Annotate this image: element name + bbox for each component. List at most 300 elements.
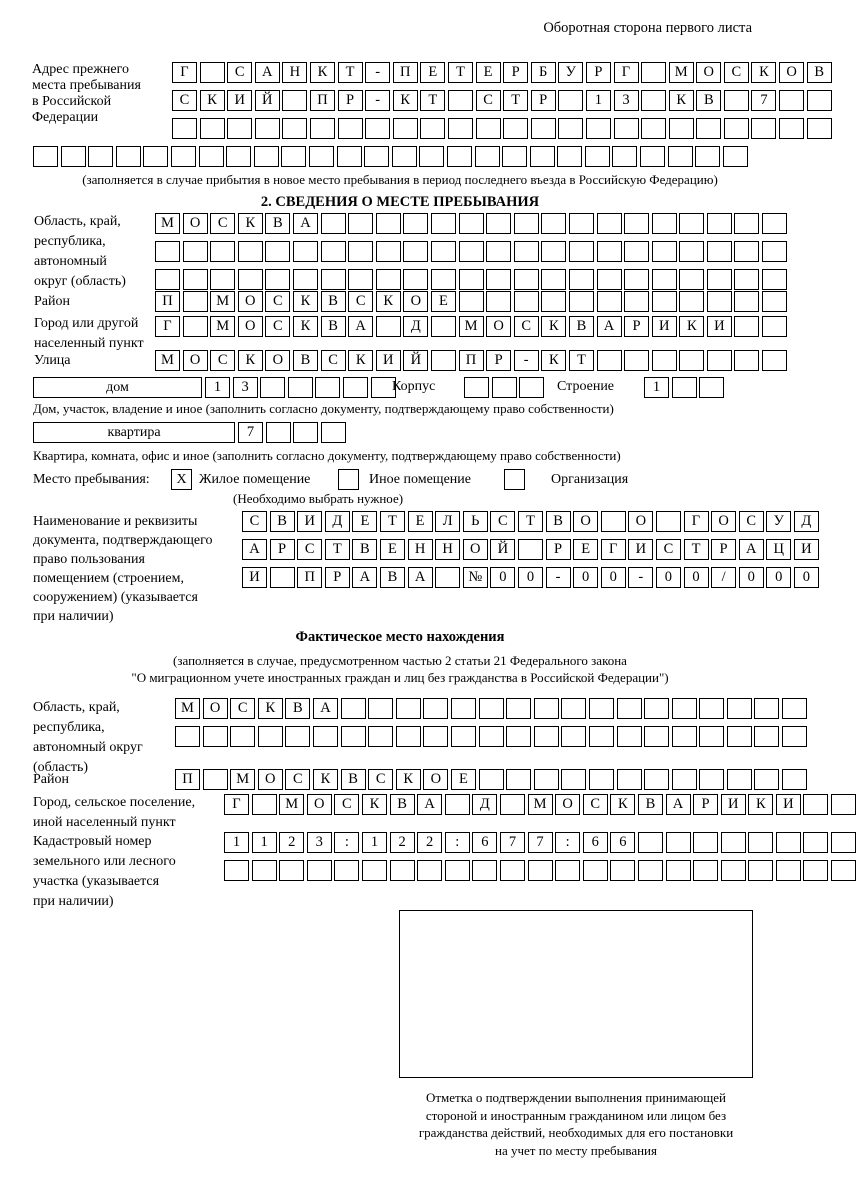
char-box[interactable]: В <box>293 350 318 371</box>
char-box[interactable]: Р <box>693 794 718 815</box>
char-box[interactable] <box>656 511 681 532</box>
char-box[interactable] <box>586 118 611 139</box>
char-box[interactable] <box>779 118 804 139</box>
char-box[interactable]: С <box>476 90 501 111</box>
char-box[interactable]: В <box>341 769 366 790</box>
actual-district-row[interactable] <box>175 769 810 790</box>
char-box[interactable]: Т <box>338 62 363 83</box>
char-box[interactable]: Й <box>490 539 515 560</box>
char-box[interactable]: Р <box>270 539 295 560</box>
char-box[interactable] <box>183 316 208 337</box>
char-box[interactable]: Г <box>155 316 180 337</box>
char-box[interactable]: О <box>628 511 653 532</box>
char-box[interactable]: 3 <box>307 832 332 853</box>
city-row[interactable] <box>155 316 790 337</box>
char-box[interactable] <box>558 90 583 111</box>
char-box[interactable]: - <box>628 567 653 588</box>
char-box[interactable]: Е <box>573 539 598 560</box>
char-box[interactable]: Т <box>569 350 594 371</box>
char-box[interactable] <box>724 118 749 139</box>
char-box[interactable]: Е <box>408 511 433 532</box>
char-box[interactable] <box>309 146 334 167</box>
district-row[interactable] <box>155 291 790 312</box>
char-box[interactable]: Р <box>531 90 556 111</box>
char-box[interactable] <box>528 860 553 881</box>
cadastral-row-2[interactable] <box>224 860 859 881</box>
char-box[interactable] <box>392 146 417 167</box>
char-box[interactable]: Р <box>486 350 511 371</box>
char-box[interactable] <box>447 146 472 167</box>
char-box[interactable] <box>200 62 225 83</box>
char-box[interactable]: Й <box>255 90 280 111</box>
char-box[interactable] <box>476 118 501 139</box>
char-box[interactable] <box>431 350 456 371</box>
char-box[interactable] <box>343 377 368 398</box>
char-box[interactable]: В <box>352 539 377 560</box>
char-box[interactable] <box>754 726 779 747</box>
char-box[interactable] <box>727 769 752 790</box>
char-box[interactable] <box>561 769 586 790</box>
char-box[interactable]: Т <box>325 539 350 560</box>
char-box[interactable]: К <box>238 213 263 234</box>
char-box[interactable] <box>396 726 421 747</box>
char-box[interactable] <box>624 241 649 262</box>
char-box[interactable] <box>210 269 235 290</box>
char-box[interactable] <box>472 860 497 881</box>
actual-region-row-1[interactable] <box>175 698 810 719</box>
char-box[interactable] <box>423 698 448 719</box>
char-box[interactable]: Е <box>476 62 501 83</box>
dom-label-field[interactable]: дом <box>33 377 202 398</box>
char-box[interactable]: В <box>807 62 832 83</box>
char-box[interactable]: Т <box>420 90 445 111</box>
char-box[interactable] <box>403 269 428 290</box>
char-box[interactable] <box>762 269 787 290</box>
char-box[interactable] <box>479 726 504 747</box>
char-box[interactable] <box>431 241 456 262</box>
char-box[interactable] <box>779 90 804 111</box>
checkbox-organization[interactable] <box>504 469 525 490</box>
char-box[interactable] <box>459 213 484 234</box>
char-box[interactable] <box>238 241 263 262</box>
char-box[interactable] <box>423 726 448 747</box>
char-box[interactable]: 0 <box>656 567 681 588</box>
char-box[interactable] <box>597 213 622 234</box>
char-box[interactable] <box>492 377 517 398</box>
char-box[interactable] <box>486 213 511 234</box>
char-box[interactable] <box>723 146 748 167</box>
char-box[interactable]: О <box>238 316 263 337</box>
region-row-2[interactable] <box>155 241 790 262</box>
char-box[interactable] <box>721 860 746 881</box>
char-box[interactable]: К <box>293 291 318 312</box>
char-box[interactable] <box>534 726 559 747</box>
char-box[interactable]: П <box>459 350 484 371</box>
street-row[interactable] <box>155 350 790 371</box>
char-box[interactable] <box>368 726 393 747</box>
char-box[interactable]: С <box>172 90 197 111</box>
char-box[interactable]: Л <box>435 511 460 532</box>
char-box[interactable] <box>569 269 594 290</box>
char-box[interactable]: 1 <box>224 832 249 853</box>
region-row-1[interactable] <box>155 213 790 234</box>
char-box[interactable]: К <box>669 90 694 111</box>
char-box[interactable]: 7 <box>751 90 776 111</box>
char-box[interactable] <box>252 794 277 815</box>
char-box[interactable]: С <box>656 539 681 560</box>
char-box[interactable]: А <box>417 794 442 815</box>
char-box[interactable] <box>776 832 801 853</box>
char-box[interactable]: С <box>514 316 539 337</box>
char-box[interactable] <box>464 377 489 398</box>
char-box[interactable] <box>321 213 346 234</box>
char-box[interactable] <box>321 422 346 443</box>
char-box[interactable] <box>831 794 856 815</box>
char-box[interactable]: А <box>408 567 433 588</box>
char-box[interactable] <box>171 146 196 167</box>
char-box[interactable]: В <box>546 511 571 532</box>
char-box[interactable] <box>754 698 779 719</box>
char-box[interactable] <box>782 726 807 747</box>
char-box[interactable] <box>310 118 335 139</box>
char-box[interactable]: Н <box>408 539 433 560</box>
char-box[interactable]: К <box>238 350 263 371</box>
prev-address-row-3[interactable] <box>172 118 834 139</box>
char-box[interactable] <box>666 860 691 881</box>
char-box[interactable] <box>617 726 642 747</box>
char-box[interactable]: К <box>310 62 335 83</box>
char-box[interactable] <box>652 269 677 290</box>
char-box[interactable] <box>155 269 180 290</box>
char-box[interactable]: К <box>313 769 338 790</box>
prev-address-row-1[interactable] <box>172 62 834 83</box>
char-box[interactable] <box>315 377 340 398</box>
char-box[interactable] <box>390 860 415 881</box>
char-box[interactable]: М <box>175 698 200 719</box>
char-box[interactable]: Н <box>282 62 307 83</box>
char-box[interactable] <box>541 269 566 290</box>
char-box[interactable] <box>362 860 387 881</box>
char-box[interactable] <box>227 118 252 139</box>
char-box[interactable]: К <box>541 350 566 371</box>
char-box[interactable]: В <box>569 316 594 337</box>
char-box[interactable] <box>403 241 428 262</box>
char-box[interactable]: Е <box>380 539 405 560</box>
char-box[interactable]: М <box>155 213 180 234</box>
doc-row-3[interactable] <box>242 567 821 588</box>
char-box[interactable]: Р <box>711 539 736 560</box>
char-box[interactable]: С <box>285 769 310 790</box>
char-box[interactable]: С <box>739 511 764 532</box>
char-box[interactable]: И <box>776 794 801 815</box>
char-box[interactable] <box>282 118 307 139</box>
char-box[interactable]: Т <box>380 511 405 532</box>
char-box[interactable]: Т <box>518 511 543 532</box>
char-box[interactable] <box>734 213 759 234</box>
char-box[interactable] <box>519 377 544 398</box>
char-box[interactable]: С <box>227 62 252 83</box>
char-box[interactable] <box>348 269 373 290</box>
char-box[interactable] <box>734 291 759 312</box>
char-box[interactable] <box>431 213 456 234</box>
char-box[interactable] <box>419 146 444 167</box>
char-box[interactable] <box>721 832 746 853</box>
char-box[interactable]: А <box>739 539 764 560</box>
char-box[interactable] <box>672 726 697 747</box>
char-box[interactable] <box>445 794 470 815</box>
char-box[interactable] <box>727 698 752 719</box>
char-box[interactable]: С <box>348 291 373 312</box>
char-box[interactable] <box>183 291 208 312</box>
char-box[interactable] <box>252 860 277 881</box>
char-box[interactable] <box>803 860 828 881</box>
char-box[interactable]: К <box>376 291 401 312</box>
char-box[interactable]: 7 <box>238 422 263 443</box>
char-box[interactable]: С <box>368 769 393 790</box>
char-box[interactable] <box>376 241 401 262</box>
char-box[interactable] <box>672 698 697 719</box>
char-box[interactable] <box>641 90 666 111</box>
char-box[interactable] <box>693 860 718 881</box>
char-box[interactable]: О <box>203 698 228 719</box>
char-box[interactable] <box>762 241 787 262</box>
char-box[interactable] <box>652 213 677 234</box>
char-box[interactable] <box>624 291 649 312</box>
char-box[interactable] <box>293 269 318 290</box>
char-box[interactable] <box>831 832 856 853</box>
char-box[interactable] <box>751 118 776 139</box>
char-box[interactable] <box>707 291 732 312</box>
char-box[interactable] <box>143 146 168 167</box>
char-box[interactable] <box>417 860 442 881</box>
char-box[interactable] <box>293 422 318 443</box>
char-box[interactable] <box>617 769 642 790</box>
char-box[interactable] <box>597 269 622 290</box>
char-box[interactable]: 7 <box>528 832 553 853</box>
char-box[interactable]: И <box>652 316 677 337</box>
char-box[interactable] <box>707 213 732 234</box>
char-box[interactable]: М <box>210 291 235 312</box>
char-box[interactable] <box>226 146 251 167</box>
char-box[interactable] <box>696 118 721 139</box>
char-box[interactable] <box>321 241 346 262</box>
char-box[interactable] <box>734 316 759 337</box>
char-box[interactable]: К <box>258 698 283 719</box>
char-box[interactable]: В <box>696 90 721 111</box>
char-box[interactable]: А <box>348 316 373 337</box>
char-box[interactable] <box>699 769 724 790</box>
char-box[interactable]: И <box>227 90 252 111</box>
char-box[interactable] <box>514 291 539 312</box>
char-box[interactable]: Б <box>531 62 556 83</box>
char-box[interactable]: 1 <box>252 832 277 853</box>
char-box[interactable] <box>776 860 801 881</box>
char-box[interactable]: И <box>376 350 401 371</box>
char-box[interactable]: И <box>721 794 746 815</box>
char-box[interactable]: О <box>486 316 511 337</box>
char-box[interactable] <box>285 726 310 747</box>
char-box[interactable] <box>531 118 556 139</box>
char-box[interactable] <box>506 769 531 790</box>
char-box[interactable]: О <box>779 62 804 83</box>
char-box[interactable]: Г <box>172 62 197 83</box>
char-box[interactable] <box>376 213 401 234</box>
kvartira-label-field[interactable]: квартира <box>33 422 235 443</box>
char-box[interactable]: И <box>794 539 819 560</box>
char-box[interactable]: : <box>445 832 470 853</box>
char-box[interactable] <box>224 860 249 881</box>
char-box[interactable] <box>541 241 566 262</box>
char-box[interactable] <box>672 769 697 790</box>
char-box[interactable]: Т <box>503 90 528 111</box>
char-box[interactable] <box>502 146 527 167</box>
stamp-area[interactable] <box>399 910 753 1078</box>
char-box[interactable] <box>459 269 484 290</box>
char-box[interactable] <box>368 698 393 719</box>
char-box[interactable]: С <box>583 794 608 815</box>
char-box[interactable]: С <box>297 539 322 560</box>
char-box[interactable] <box>555 860 580 881</box>
char-box[interactable]: М <box>459 316 484 337</box>
actual-region-row-2[interactable] <box>175 726 810 747</box>
char-box[interactable] <box>321 269 346 290</box>
char-box[interactable] <box>782 698 807 719</box>
char-box[interactable] <box>803 832 828 853</box>
char-box[interactable]: С <box>265 291 290 312</box>
char-box[interactable] <box>503 118 528 139</box>
char-box[interactable]: К <box>200 90 225 111</box>
char-box[interactable]: Ц <box>766 539 791 560</box>
char-box[interactable] <box>699 698 724 719</box>
char-box[interactable] <box>597 241 622 262</box>
char-box[interactable] <box>679 241 704 262</box>
char-box[interactable]: Г <box>684 511 709 532</box>
char-box[interactable]: 0 <box>518 567 543 588</box>
char-box[interactable] <box>610 860 635 881</box>
char-box[interactable] <box>506 726 531 747</box>
char-box[interactable]: В <box>638 794 663 815</box>
char-box[interactable]: В <box>390 794 415 815</box>
char-box[interactable] <box>88 146 113 167</box>
char-box[interactable] <box>210 241 235 262</box>
char-box[interactable]: В <box>285 698 310 719</box>
char-box[interactable]: / <box>711 567 736 588</box>
char-box[interactable]: Г <box>601 539 626 560</box>
char-box[interactable] <box>260 377 285 398</box>
char-box[interactable] <box>569 241 594 262</box>
char-box[interactable] <box>644 726 669 747</box>
char-box[interactable] <box>183 241 208 262</box>
char-box[interactable] <box>451 698 476 719</box>
char-box[interactable] <box>672 377 697 398</box>
char-box[interactable]: С <box>210 350 235 371</box>
char-box[interactable]: Р <box>325 567 350 588</box>
char-box[interactable] <box>585 146 610 167</box>
char-box[interactable]: А <box>666 794 691 815</box>
char-box[interactable] <box>679 291 704 312</box>
char-box[interactable] <box>486 241 511 262</box>
actual-city-row[interactable] <box>224 794 859 815</box>
char-box[interactable] <box>699 377 724 398</box>
char-box[interactable]: А <box>352 567 377 588</box>
char-box[interactable] <box>376 316 401 337</box>
char-box[interactable] <box>435 567 460 588</box>
char-box[interactable] <box>282 90 307 111</box>
char-box[interactable] <box>258 726 283 747</box>
char-box[interactable] <box>644 698 669 719</box>
char-box[interactable] <box>338 118 363 139</box>
char-box[interactable]: А <box>255 62 280 83</box>
char-box[interactable] <box>175 726 200 747</box>
char-box[interactable] <box>451 726 476 747</box>
char-box[interactable]: М <box>155 350 180 371</box>
char-box[interactable] <box>183 269 208 290</box>
char-box[interactable]: К <box>748 794 773 815</box>
char-box[interactable] <box>707 350 732 371</box>
char-box[interactable] <box>254 146 279 167</box>
char-box[interactable]: К <box>679 316 704 337</box>
char-box[interactable]: 7 <box>500 832 525 853</box>
char-box[interactable]: М <box>230 769 255 790</box>
char-box[interactable]: 1 <box>205 377 230 398</box>
char-box[interactable] <box>265 269 290 290</box>
char-box[interactable] <box>569 291 594 312</box>
char-box[interactable]: К <box>751 62 776 83</box>
char-box[interactable] <box>624 269 649 290</box>
char-box[interactable] <box>589 726 614 747</box>
char-box[interactable] <box>807 118 832 139</box>
char-box[interactable] <box>475 146 500 167</box>
char-box[interactable]: 0 <box>490 567 515 588</box>
char-box[interactable]: А <box>313 698 338 719</box>
char-box[interactable]: : <box>334 832 359 853</box>
char-box[interactable]: У <box>766 511 791 532</box>
char-box[interactable] <box>155 241 180 262</box>
char-box[interactable]: К <box>541 316 566 337</box>
char-box[interactable]: № <box>463 567 488 588</box>
char-box[interactable]: 0 <box>739 567 764 588</box>
char-box[interactable]: И <box>707 316 732 337</box>
char-box[interactable] <box>762 291 787 312</box>
char-box[interactable] <box>479 769 504 790</box>
char-box[interactable] <box>506 698 531 719</box>
char-box[interactable] <box>307 860 332 881</box>
char-box[interactable]: Г <box>224 794 249 815</box>
char-box[interactable] <box>748 832 773 853</box>
char-box[interactable]: Р <box>503 62 528 83</box>
char-box[interactable] <box>337 146 362 167</box>
char-box[interactable]: - <box>546 567 571 588</box>
char-box[interactable]: М <box>210 316 235 337</box>
char-box[interactable]: Д <box>472 794 497 815</box>
char-box[interactable]: У <box>558 62 583 83</box>
char-box[interactable] <box>624 350 649 371</box>
char-box[interactable] <box>707 241 732 262</box>
char-box[interactable]: - <box>365 62 390 83</box>
char-box[interactable] <box>518 539 543 560</box>
char-box[interactable] <box>589 698 614 719</box>
char-box[interactable] <box>445 860 470 881</box>
char-box[interactable] <box>612 146 637 167</box>
char-box[interactable] <box>803 794 828 815</box>
char-box[interactable]: Н <box>435 539 460 560</box>
char-box[interactable] <box>396 698 421 719</box>
region-row-3[interactable] <box>155 269 790 290</box>
char-box[interactable]: А <box>242 539 267 560</box>
char-box[interactable]: 1 <box>586 90 611 111</box>
char-box[interactable]: О <box>258 769 283 790</box>
char-box[interactable] <box>557 146 582 167</box>
